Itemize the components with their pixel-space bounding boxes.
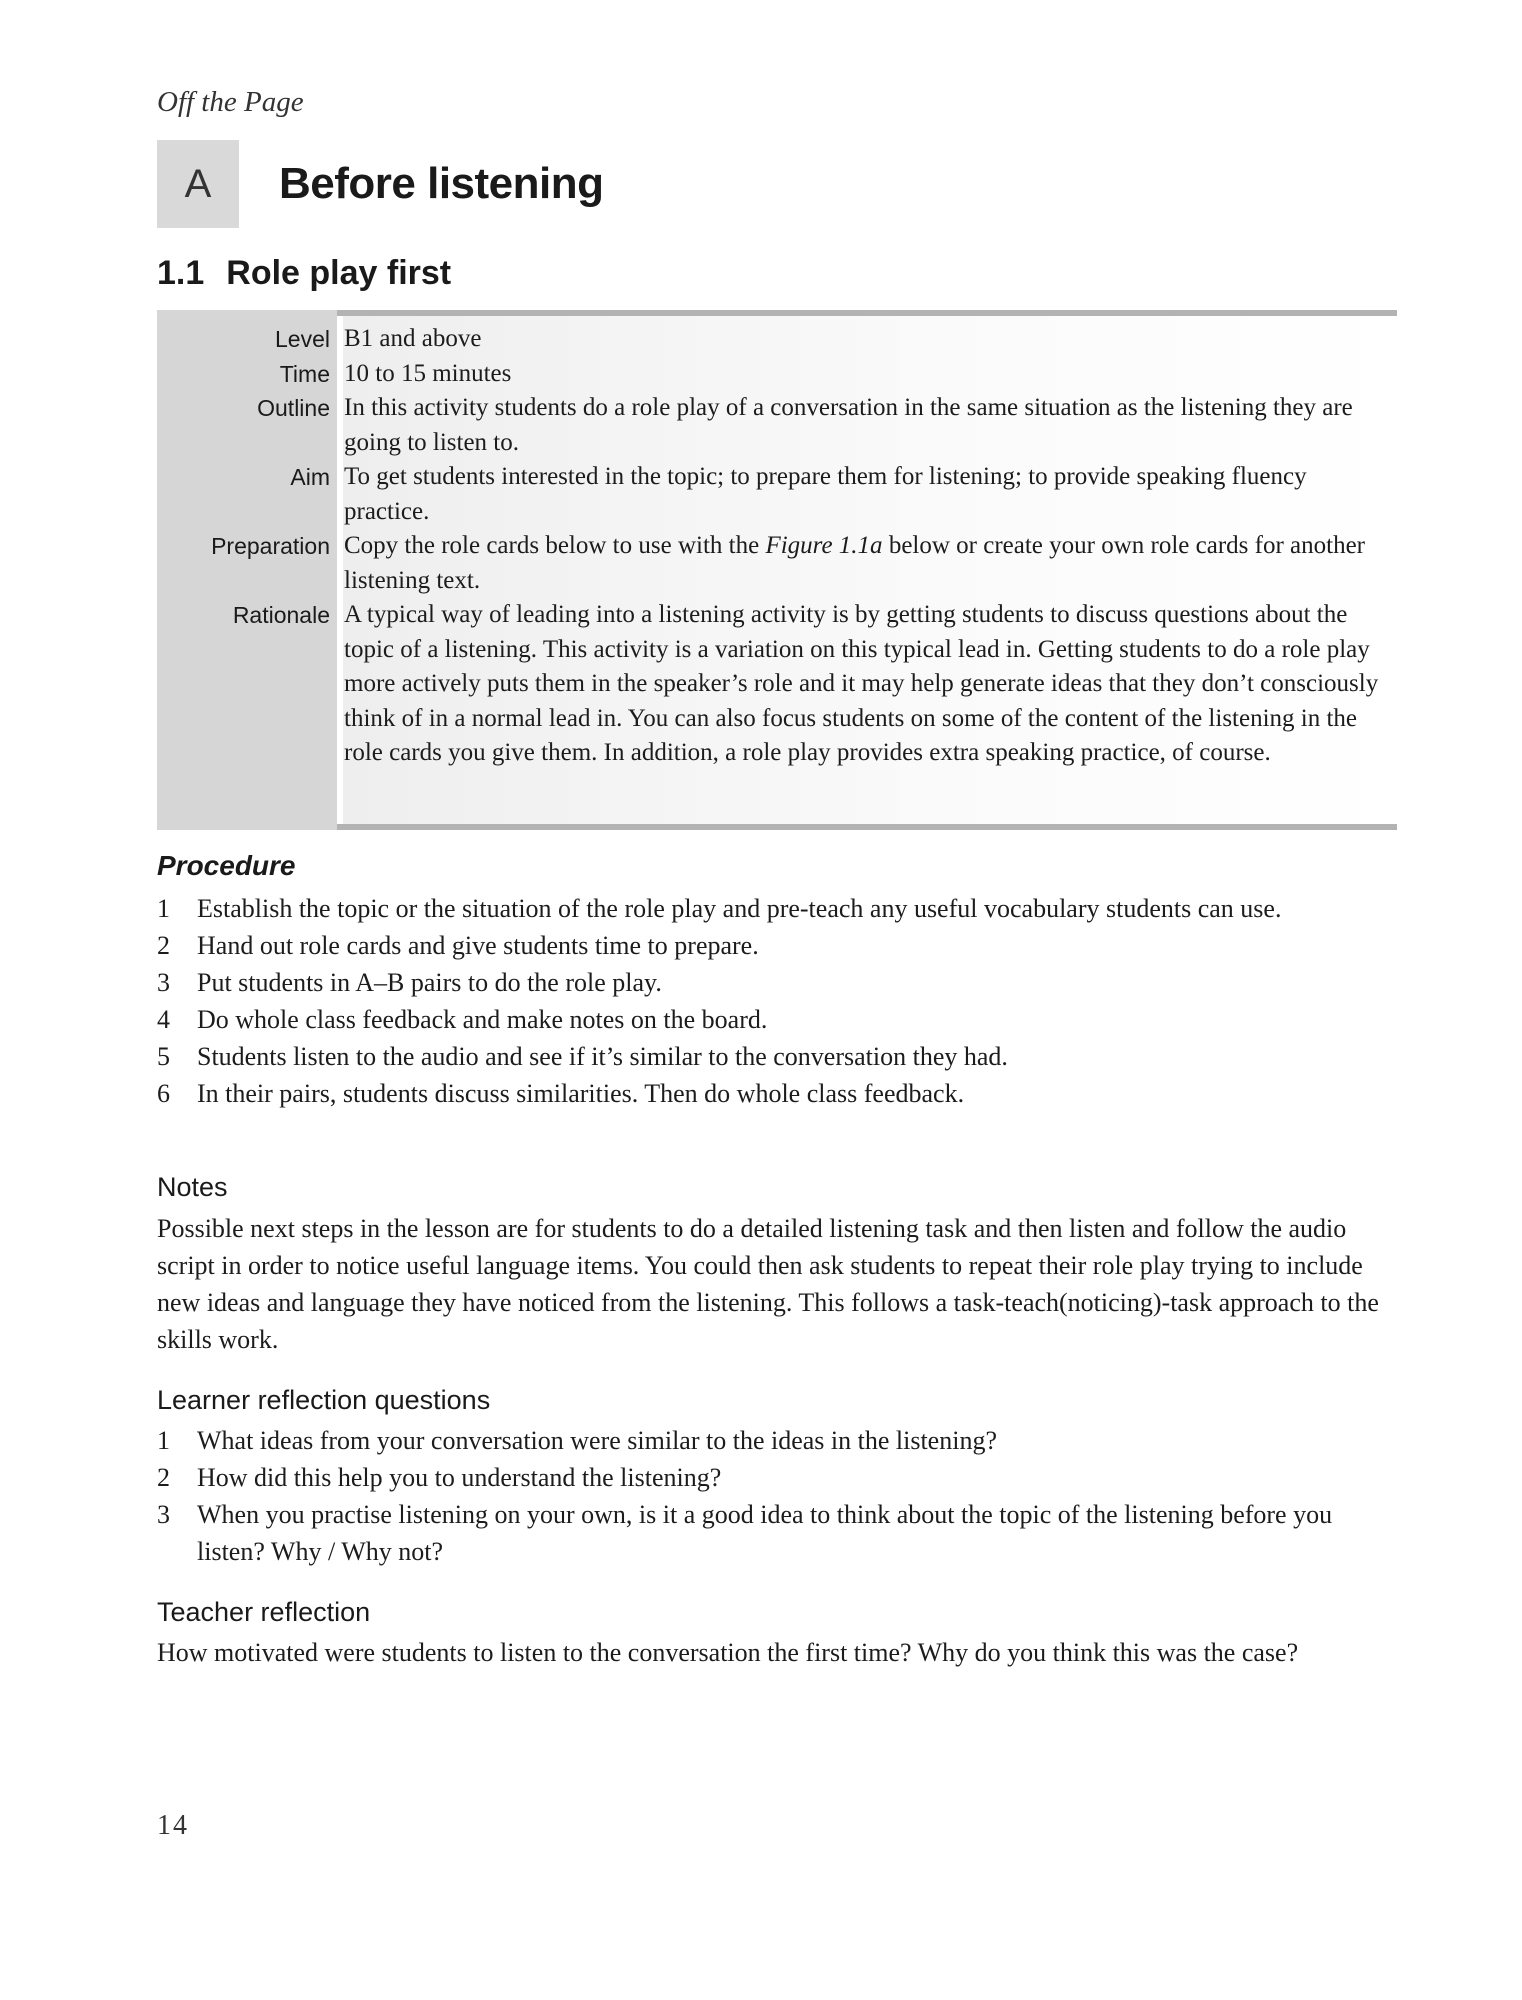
item-text: When you practise listening on your own, is it a good idea to think about the topic of the listening before you listen? Why / Why not? [197, 1500, 1333, 1566]
activity-info-box [157, 310, 1397, 830]
info-value [344, 529, 1384, 598]
info-label: Level [275, 326, 330, 352]
teacher-reflection-heading: Teacher reflection [157, 1597, 371, 1627]
item-number: 3 [157, 1500, 170, 1529]
list-item [157, 890, 1397, 927]
item-number: 1 [157, 894, 170, 923]
info-value: 10 to 15 minutes [344, 359, 512, 387]
section-header [157, 140, 604, 228]
section-title: Before listening [279, 159, 604, 208]
running-head: Off the Page [157, 86, 304, 118]
info-label: Time [279, 360, 330, 387]
info-text-part: below or create your own role cards for another listening text. [344, 532, 1365, 594]
info-row-outline [157, 391, 1397, 460]
list-item [157, 1422, 1397, 1459]
item-number: 3 [157, 968, 170, 997]
info-value: In this activity students do a role play of a conversation in the same situation as the listening they are going to listen to. [344, 394, 1353, 456]
notes-heading: Notes [157, 1172, 228, 1202]
notes-text: Possible next steps in the lesson are for students to do a detailed listening task and then listen and follow the audio script in order to notice useful language items. You could then ask students to repeat their role play trying to include new ideas and language they have noticed from the listening. This follows a task-teach(noticing)-task approach to the skills work. [157, 1214, 1379, 1354]
learner-reflection-list [157, 1422, 1397, 1570]
item-text: Put students in A–B pairs to do the role play. [197, 968, 662, 997]
figure-reference: Figure 1.1a [765, 532, 883, 559]
activity-title [157, 254, 451, 293]
item-text: Do whole class feedback and make notes on the board. [197, 1005, 768, 1034]
info-value: A typical way of leading into a listening activity is by getting students to discuss questions about the topic of a listening. This activity is a variation on this typical lead in. Getting students to do a role play more actively puts them in the speaker’s role and it may help generate ideas that they don’t consciously think of in a normal lead in. You can also focus students on some of the content of the listening in the role cards you give them. In addition, a role play provides extra speaking practice, of course. [344, 601, 1379, 766]
item-number: 6 [157, 1079, 170, 1108]
info-row-aim [157, 460, 1397, 529]
list-item [157, 1459, 1397, 1496]
item-text: Hand out role cards and give students time to prepare. [197, 931, 759, 960]
info-value: To get students interested in the topic; to prepare them for listening; to provide speaking fluency practice. [344, 463, 1307, 525]
info-row-time [157, 357, 1397, 392]
item-text: How did this help you to understand the listening? [197, 1463, 722, 1492]
info-value: B1 and above [344, 325, 482, 352]
item-text: In their pairs, students discuss similarities. Then do whole class feedback. [197, 1079, 965, 1108]
info-bottom-rule [337, 824, 1397, 830]
list-item [157, 1038, 1397, 1075]
info-text-part: Copy the role cards below to use with the [344, 532, 766, 559]
info-label: Aim [290, 464, 330, 490]
list-item [157, 927, 1397, 964]
info-row-level [157, 322, 1397, 357]
section-letter-badge: A [157, 140, 239, 228]
item-number: 2 [157, 931, 170, 960]
procedure-heading: Procedure [157, 850, 296, 881]
list-item [157, 964, 1397, 1001]
procedure-list [157, 890, 1397, 1112]
item-number: 1 [157, 1426, 170, 1455]
item-number: 4 [157, 1005, 170, 1034]
info-label: Outline [257, 395, 330, 421]
item-text: Establish the topic or the situation of the role play and pre-teach any useful vocabulary students can use. [197, 894, 1282, 923]
activity-name: Role play first [226, 254, 452, 292]
learner-reflection-heading: Learner reflection questions [157, 1385, 491, 1415]
page-number: 14 [157, 1810, 189, 1841]
list-item [157, 1496, 1397, 1570]
info-row-preparation [157, 529, 1397, 598]
info-label: Preparation [211, 533, 330, 559]
item-text: What ideas from your conversation were similar to the ideas in the listening? [197, 1426, 997, 1455]
teacher-reflection-text: How motivated were students to listen to the conversation the first time? Why do you think this was the case? [157, 1638, 1299, 1667]
item-number: 5 [157, 1042, 170, 1071]
activity-number: 1.1 [157, 254, 205, 292]
item-text: Students listen to the audio and see if it’s similar to the conversation they had. [197, 1042, 1008, 1071]
info-label: Rationale [232, 602, 330, 628]
info-row-rationale [157, 598, 1397, 771]
list-item [157, 1001, 1397, 1038]
item-number: 2 [157, 1463, 170, 1492]
list-item [157, 1075, 1397, 1112]
